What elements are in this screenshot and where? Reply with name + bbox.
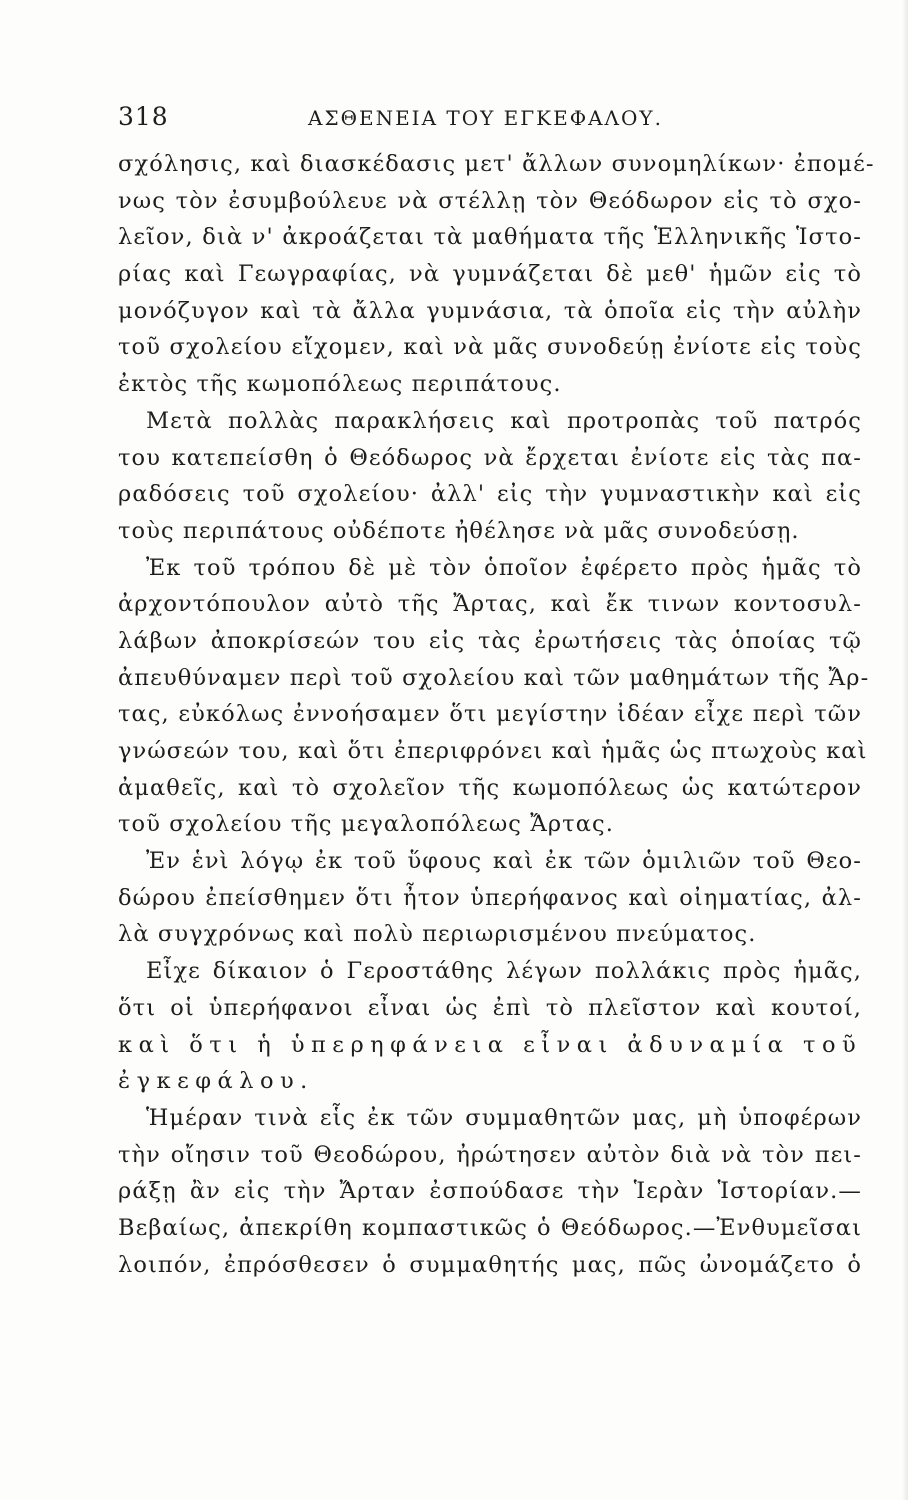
- text-line: ἀπευθύναμεν περὶ τοῦ σχολείου καὶ τῶν μαθημάτων τῆς Ἄρ-: [118, 664, 870, 691]
- text-line: Βεβαίως, ἀπεκρίθη κομπαστικῶς ὁ Θεόδωρος.—Ἐνθυμεῖσαι: [118, 1214, 862, 1241]
- body-text: [118, 146, 875, 1283]
- page-number: 318: [118, 102, 169, 131]
- text-line: ραδόσεις τοῦ σχολείου· ἀλλ' εἰς τὴν γυμναστικὴν καὶ εἰς: [118, 481, 862, 508]
- text-line-paragraph-start: Ἐκ τοῦ τρόπου δὲ μὲ τὸν ὁποῖον ἐφέρετο πρὸς ἡμᾶς τὸ: [146, 554, 862, 581]
- text-line-paragraph-start: Μετὰ πολλὰς παρακλήσεις καὶ προτροπὰς τοῦ πατρός: [146, 407, 862, 434]
- text-line: λοιπόν, ἐπρόσθεσεν ὁ συμμαθητής μας, πῶς ὠνομάζετο ὁ: [118, 1251, 862, 1278]
- text-line: δώρου ἐπείσθημεν ὅτι ἦτον ὑπερήφανος καὶ οἰηματίας, ἀλ-: [118, 884, 862, 911]
- text-line-paragraph-start: Εἶχε δίκαιον ὁ Γεροστάθης λέγων πολλάκις πρὸς ἡμᾶς,: [146, 958, 862, 985]
- text-line: λὰ συγχρόνως καὶ πολὺ περιωρισμένου πνεύματος.: [118, 921, 757, 948]
- text-line: γνώσεών του, καὶ ὅτι ἐπεριφρόνει καὶ ἡμᾶς ὡς πτωχοὺς καὶ: [118, 738, 868, 764]
- text-line: ἐκτὸς τῆς κωμοπόλεως περιπάτους.: [118, 371, 562, 398]
- text-line: τοὺς περιπάτους οὐδέποτε ἠθέλησε νὰ μᾶς συνοδεύσῃ.: [118, 517, 800, 544]
- text-line: τοῦ σχολείου τῆς μεγαλοπόλεως Ἄρτας.: [118, 811, 614, 838]
- text-line-paragraph-start: Ἡμέραν τινὰ εἷς ἐκ τῶν συμμαθητῶν μας, μὴ ὑποφέρων: [146, 1104, 862, 1131]
- text-line: σχόλησις, καὶ διασκέδασις μετ' ἄλλων συνομηλίκων· ἐπομέ-: [118, 151, 875, 177]
- text-line-spaced: καὶ ὅτι ἡ ὑπερηφάνεια εἶναι ἀδυναμία τοῦ: [118, 1031, 863, 1058]
- page-header: [118, 98, 856, 138]
- text-line: λάβων ἀποκρίσεών του εἰς τὰς ἐρωτήσεις τὰς ὁποίας τῷ: [118, 627, 862, 654]
- text-line-spaced: ἐγκεφάλου.: [118, 1068, 314, 1095]
- text-line: ράξῃ ἂν εἰς τὴν Ἄρταν ἐσπούδασε τὴν Ἱερὰν Ἱστορίαν.—: [118, 1178, 862, 1205]
- text-line: ἀρχοντόπουλον αὐτὸ τῆς Ἄρτας, καὶ ἔκ τινων κοντοσυλ-: [118, 591, 862, 618]
- text-line: νως τὸν ἐσυμβούλευε νὰ στέλλῃ τὸν Θεόδωρον εἰς τὸ σχο-: [118, 187, 862, 214]
- text-line: τοῦ σχολείου εἴχομεν, καὶ νὰ μᾶς συνοδεύῃ ἐνίοτε εἰς τοὺς: [118, 334, 862, 361]
- text-line-paragraph-start: Ἐν ἑνὶ λόγῳ ἐκ τοῦ ὕφους καὶ ἐκ τῶν ὁμιλιῶν τοῦ Θεο-: [146, 848, 862, 875]
- text-line: λεῖον, διὰ ν' ἀκροάζεται τὰ μαθήματα τῆς Ἑλληνικῆς Ἱστο-: [118, 224, 862, 251]
- text-line: του κατεπείσθη ὁ Θεόδωρος νὰ ἔρχεται ἐνίοτε εἰς τὰς πα-: [118, 444, 862, 471]
- text-line: ἀμαθεῖς, καὶ τὸ σχολεῖον τῆς κωμοπόλεως ὡς κατώτερον: [118, 774, 862, 801]
- text-line: τὴν οἴησιν τοῦ Θεοδώρου, ἠρώτησεν αὐτὸν διὰ νὰ τὸν πει-: [118, 1141, 862, 1168]
- text-line: ρίας καὶ Γεωγραφίας, νὰ γυμνάζεται δὲ μεθ' ἡμῶν εἰς τὸ: [118, 261, 862, 288]
- running-head: ΑΣΘΕΝΕΙΑ ΤΟΥ ΕΓΚΕΦΑΛΟΥ.: [308, 106, 663, 130]
- text-line: μονόζυγον καὶ τὰ ἄλλα γυμνάσια, τὰ ὁποῖα εἰς τὴν αὐλὴν: [118, 297, 862, 324]
- text-line: τας, εὐκόλως ἐννοήσαμεν ὅτι μεγίστην ἰδέαν εἶχε περὶ τῶν: [118, 701, 862, 728]
- text-line: ὅτι οἱ ὑπερήφανοι εἶναι ὡς ἐπὶ τὸ πλεῖστον καὶ κουτοί,: [118, 994, 862, 1021]
- page-edge-shadow: [902, 0, 908, 1500]
